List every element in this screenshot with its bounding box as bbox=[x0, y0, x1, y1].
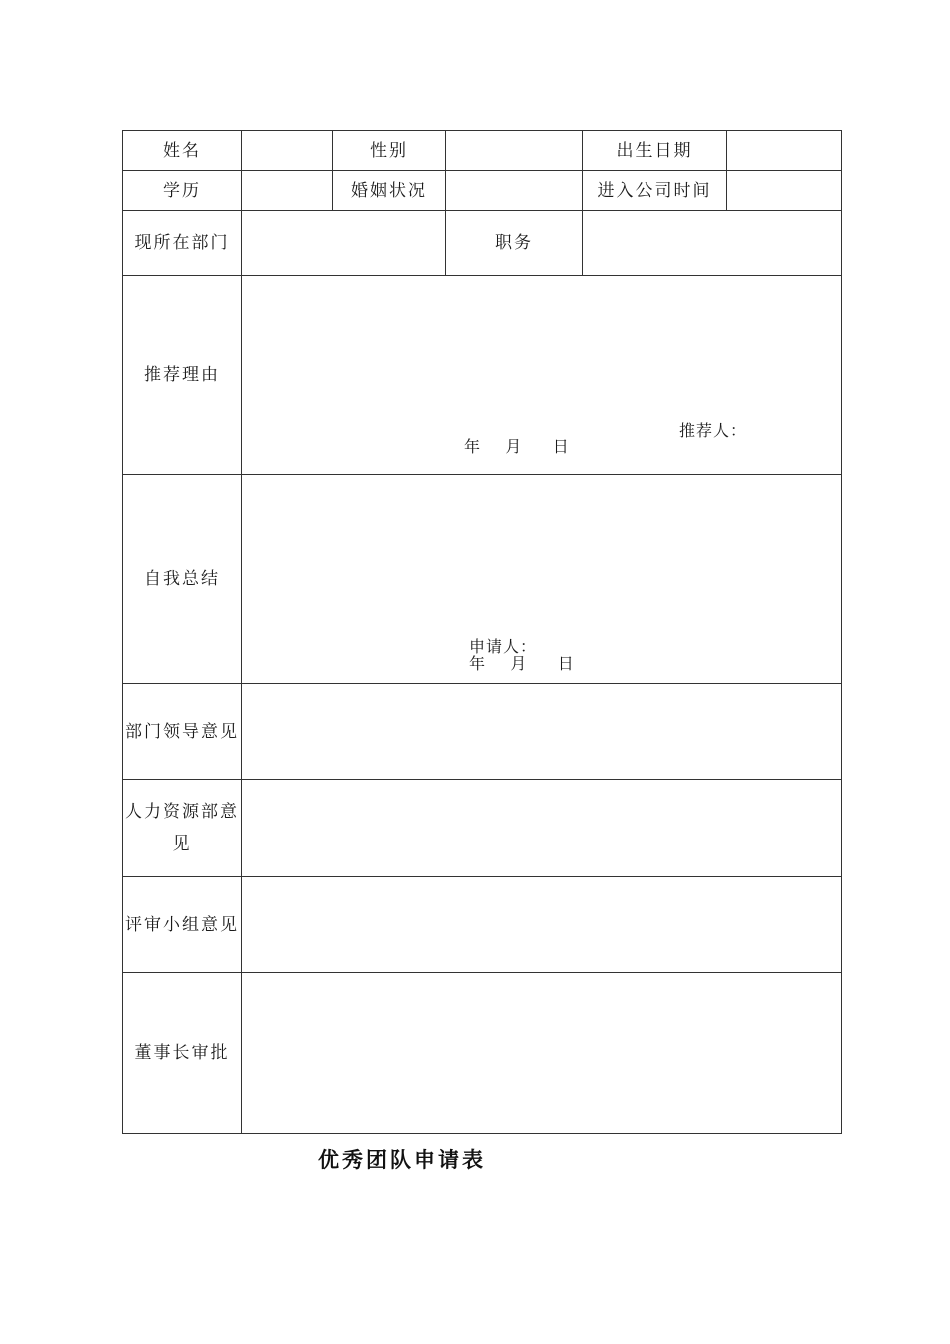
row-self-summary bbox=[123, 475, 842, 684]
row-recommend-reason bbox=[123, 276, 842, 475]
label-department: 现所在部门 bbox=[123, 211, 242, 276]
row-department bbox=[123, 211, 842, 276]
label-birth-date: 出生日期 bbox=[583, 131, 727, 171]
row-basic-2 bbox=[123, 171, 842, 211]
field-marital-status[interactable] bbox=[446, 171, 583, 211]
self-summary-date-label: 年 月 日 bbox=[469, 654, 575, 673]
recommend-date-label: 年 月 日 bbox=[464, 437, 570, 456]
field-name[interactable] bbox=[242, 131, 333, 171]
label-education: 学历 bbox=[123, 171, 242, 211]
field-self-summary[interactable] bbox=[242, 475, 842, 684]
label-join-date: 进入公司时间 bbox=[583, 171, 727, 211]
field-hr-opinion[interactable] bbox=[242, 780, 842, 877]
field-dept-leader-opinion[interactable] bbox=[242, 684, 842, 780]
field-gender[interactable] bbox=[446, 131, 583, 171]
application-form-table bbox=[122, 130, 842, 1134]
label-gender: 性别 bbox=[333, 131, 446, 171]
recommender-signature-label: 推荐人： bbox=[679, 421, 748, 440]
field-chairman-approval[interactable] bbox=[242, 973, 842, 1134]
label-dept-leader-opinion: 部门领导意见 bbox=[123, 684, 242, 780]
label-name: 姓名 bbox=[123, 131, 242, 171]
row-chairman-approval bbox=[123, 973, 842, 1134]
row-dept-leader-opinion bbox=[123, 684, 842, 780]
form-title: 优秀团队申请表 bbox=[318, 1148, 486, 1172]
field-education[interactable] bbox=[242, 171, 333, 211]
field-birth-date[interactable] bbox=[727, 131, 842, 171]
field-department[interactable] bbox=[242, 211, 446, 276]
row-hr-opinion bbox=[123, 780, 842, 877]
label-hr-opinion: 人力资源部意见 bbox=[123, 780, 242, 877]
field-recommend-reason[interactable] bbox=[242, 276, 842, 475]
label-chairman-approval: 董事长审批 bbox=[123, 973, 242, 1134]
field-position[interactable] bbox=[583, 211, 842, 276]
row-review-group-opinion bbox=[123, 877, 842, 973]
label-review-group-opinion: 评审小组意见 bbox=[123, 877, 242, 973]
field-join-date[interactable] bbox=[727, 171, 842, 211]
applicant-signature-label: 申请人： bbox=[469, 637, 538, 656]
label-position: 职务 bbox=[446, 211, 583, 276]
label-self-summary: 自我总结 bbox=[123, 475, 242, 684]
label-recommend-reason: 推荐理由 bbox=[123, 276, 242, 475]
field-review-group-opinion[interactable] bbox=[242, 877, 842, 973]
row-basic-1 bbox=[123, 131, 842, 171]
label-marital-status: 婚姻状况 bbox=[333, 171, 446, 211]
